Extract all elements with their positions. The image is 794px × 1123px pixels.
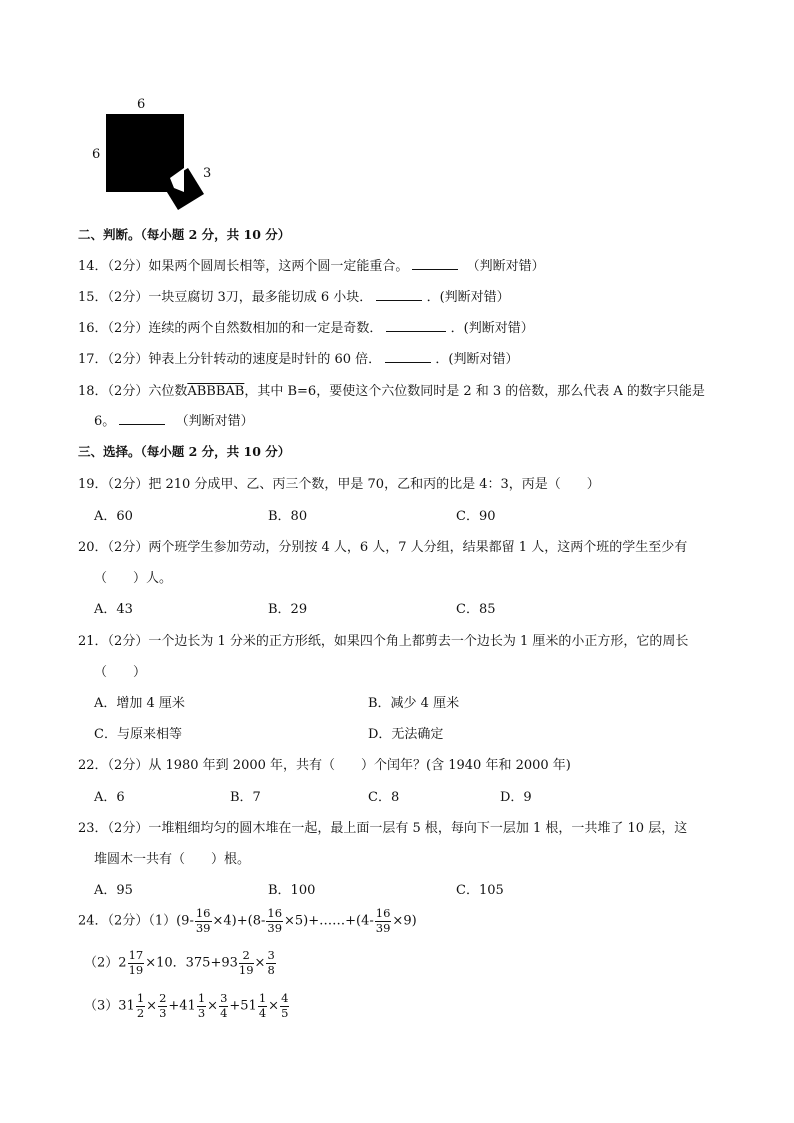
question-20 (78, 541, 687, 554)
option-a[interactable]: A．6 (94, 790, 125, 805)
question-19 (78, 478, 600, 491)
option-a[interactable]: A．95 (94, 883, 133, 898)
expr-text: ×4)+(8- (212, 913, 266, 929)
question-20-line2: （ ）人。 (94, 571, 173, 586)
question-number: 17．（2分） (78, 352, 149, 367)
question-number: 22．（2分） (78, 758, 149, 773)
option-d[interactable]: D．9 (500, 790, 532, 805)
whole-number: 31 (118, 998, 135, 1014)
question-24-part-3 (84, 993, 290, 1019)
question-21-line2: （ ） (94, 665, 147, 680)
answer-blank[interactable] (412, 269, 458, 270)
question-18-line2 (94, 415, 254, 428)
numerator: 17 (128, 948, 144, 962)
expr-text: × (146, 998, 158, 1014)
numerator: 16 (375, 906, 391, 920)
fraction (375, 908, 392, 934)
denominator: 8 (267, 962, 275, 977)
question-17 (78, 353, 519, 366)
numerator: 16 (195, 906, 211, 920)
question-number: 14．（2分） (78, 259, 149, 274)
section-3-title: 三、选择。（每小题 2 分，共 10 分） (78, 444, 291, 459)
question-18 (78, 385, 705, 398)
question-24-part-2 (84, 950, 277, 976)
expr-text: × (207, 998, 219, 1014)
option-c[interactable]: C．90 (456, 509, 496, 524)
numerator: 3 (267, 948, 275, 962)
question-number: 19．（2分） (78, 477, 149, 492)
denominator: 3 (159, 1005, 167, 1020)
option-b[interactable]: B．80 (268, 509, 308, 524)
fraction (158, 993, 167, 1019)
fraction (280, 993, 289, 1019)
question-suffix: ．(判断对错） (450, 321, 534, 336)
fraction (239, 950, 254, 976)
option-b[interactable]: B．100 (268, 883, 316, 898)
fraction (266, 950, 275, 976)
figure-right-label: 3 (203, 166, 212, 181)
question-text: 两个班学生参加劳动，分别按 4 人，6 人，7 人分组，结果都留 1 人，这两个班的学生至少有 (148, 540, 688, 555)
denominator: 3 (197, 1005, 206, 1020)
question-suffix: （判断对错） (466, 259, 545, 274)
option-a[interactable]: A．43 (94, 602, 133, 617)
geometry-figure (88, 96, 228, 226)
denominator: 19 (128, 962, 144, 977)
part-label: （2） (84, 955, 119, 971)
expr-text: × (268, 998, 280, 1014)
fraction (266, 908, 283, 934)
denominator: 39 (267, 920, 283, 935)
numerator: 16 (267, 906, 283, 920)
section-2-title: 二、判断。（每小题 2 分，共 10 分） (78, 227, 291, 242)
fraction (197, 993, 206, 1019)
six-digit-number: ABBBAB (187, 384, 245, 399)
option-a[interactable]: A．增加 4 厘米 (94, 696, 185, 711)
denominator: 39 (195, 920, 211, 935)
question-number: 16．（2分） (78, 321, 149, 336)
expr-text: ×10．375+93 (145, 955, 238, 971)
question-text-pre: 六位数 (148, 384, 188, 399)
question-text: 从 1980 年到 2000 年，共有（ ）个闰年？(含 1940 年和 2000 年) (148, 758, 571, 773)
fraction (136, 993, 145, 1019)
answer-blank[interactable] (386, 331, 446, 332)
fraction (219, 993, 228, 1019)
question-number: 20．（2分） (78, 540, 149, 555)
expr-text: +51 (229, 998, 257, 1014)
expr-text: ×5)+……+(4- (284, 913, 374, 929)
numerator: 1 (136, 991, 145, 1005)
expr-text: × (254, 955, 266, 971)
option-c[interactable]: C．8 (368, 790, 400, 805)
question-text: 一块豆腐切 3刀，最多能切成 6 小块． (148, 290, 373, 305)
question-21 (78, 635, 688, 648)
numerator: 1 (197, 991, 206, 1005)
figure-left-label: 6 (92, 147, 101, 162)
question-text: ，其中 B=6，要使这个六位数同时是 2 和 3 的倍数，那么代表 A 的数字只能是 (244, 384, 705, 399)
question-number: 18．（2分） (78, 384, 149, 399)
question-22 (78, 759, 571, 772)
denominator: 4 (258, 1005, 267, 1020)
option-b[interactable]: B．减少 4 厘米 (368, 696, 460, 711)
question-text: 如果两个圆周长相等，这两个圆一定能重合。 (148, 259, 409, 274)
option-b[interactable]: B．29 (268, 602, 308, 617)
expr-text: +41 (168, 998, 196, 1014)
option-c[interactable]: C．与原来相等 (94, 727, 182, 742)
part-label: （1） (148, 913, 177, 929)
denominator: 2 (136, 1005, 145, 1020)
question-text: 一堆粗细均匀的圆木堆在一起，最上面一层有 5 根，每向下一层加 1 根，一共堆了 10 层，这 (148, 821, 688, 836)
fraction (258, 993, 267, 1019)
question-23-line2: 堆圆木一共有（ ）根。 (94, 852, 251, 867)
numerator: 2 (159, 991, 167, 1005)
denominator: 4 (220, 1005, 228, 1020)
answer-blank[interactable] (385, 362, 431, 363)
question-number: 24．（2分） (78, 913, 149, 929)
question-23 (78, 822, 687, 835)
question-16 (78, 322, 534, 335)
fraction (195, 908, 212, 934)
option-d[interactable]: D．无法确定 (368, 727, 444, 742)
expr-text: (9- (176, 913, 194, 929)
denominator: 19 (238, 962, 254, 977)
numerator: 1 (258, 991, 267, 1005)
part-label: （3） (84, 998, 119, 1014)
question-suffix: （判断对错） (175, 414, 254, 429)
question-number: 15．（2分） (78, 290, 149, 305)
option-a[interactable]: A．60 (94, 509, 133, 524)
question-suffix: ．(判断对错） (435, 352, 519, 367)
question-text: 6。 (94, 414, 116, 429)
numerator: 3 (220, 991, 228, 1005)
numerator: 2 (239, 950, 254, 964)
question-number: 21．（2分） (78, 634, 149, 649)
denominator: 39 (375, 920, 391, 935)
question-15 (78, 291, 510, 304)
numerator: 4 (281, 991, 289, 1005)
fraction (128, 950, 145, 976)
question-number: 23．（2分） (78, 821, 149, 836)
expr-text: ×9) (392, 913, 417, 929)
answer-blank[interactable] (119, 424, 165, 425)
question-text: 钟表上分针转动的速度是时针的 60 倍． (148, 352, 382, 367)
option-b[interactable]: B．7 (230, 790, 261, 805)
figure-top-label: 6 (137, 97, 146, 112)
question-suffix: ．(判断对错） (426, 290, 510, 305)
denominator: 5 (281, 1005, 289, 1020)
question-text: 连续的两个自然数相加的和一定是奇数． (148, 321, 383, 336)
option-c[interactable]: C．105 (456, 883, 504, 898)
option-c[interactable]: C．85 (456, 602, 496, 617)
question-text: 一个边长为 1 分米的正方形纸，如果四个角上都剪去一个边长为 1 厘米的小正方形，它的周长 (148, 634, 689, 649)
whole-number: 2 (118, 955, 127, 971)
answer-blank[interactable] (376, 300, 422, 301)
question-14 (78, 260, 545, 273)
question-24-part-1 (78, 908, 417, 934)
question-text: 把 210 分成甲、乙、丙三个数，甲是 70，乙和丙的比是 4：3，丙是（ ） (148, 477, 600, 492)
